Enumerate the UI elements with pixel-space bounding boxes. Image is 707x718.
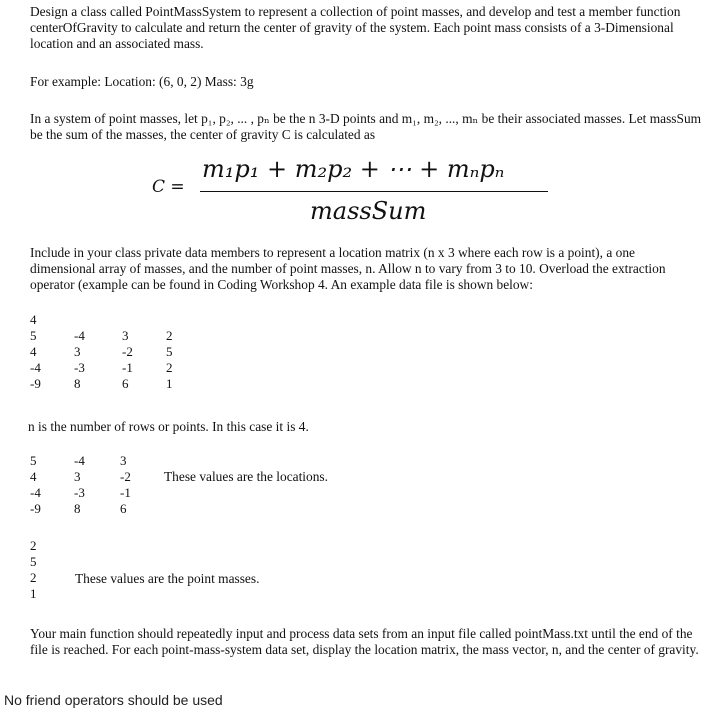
data-cell: -1 xyxy=(122,360,133,375)
location-cell: 8 xyxy=(74,501,81,516)
location-cell: -4 xyxy=(30,485,41,500)
data-file-example xyxy=(30,312,190,396)
mass-cell: 5 xyxy=(30,554,37,569)
data-cell: 5 xyxy=(30,328,37,343)
locations-block xyxy=(30,453,170,517)
data-cell: 1 xyxy=(166,376,173,391)
data-cell: 2 xyxy=(166,360,173,375)
data-cell: 8 xyxy=(74,376,81,391)
formula-numerator: m₁p₁ + m₂p₂ + ⋯ + mₙpₙ xyxy=(202,155,505,183)
location-cell: -9 xyxy=(30,501,41,516)
mass-cell: 2 xyxy=(30,538,37,553)
mass-cell: 1 xyxy=(30,586,37,601)
main-function-paragraph: Your main function should repeatedly input and process data sets from an input file called pointMass.txt until the end of the file is reached. For each point-mass-system data set, display the location matrix, the mass vector, n, and the center of gravity. xyxy=(30,626,699,657)
data-cell: -4 xyxy=(30,360,41,375)
data-cell: 3 xyxy=(74,344,81,359)
data-file-n: 4 xyxy=(30,312,37,327)
footer-note: No friend operators should be used xyxy=(4,692,223,708)
data-cell: -9 xyxy=(30,376,41,391)
requirements-paragraph: Include in your class private data members to represent a location matrix (n x 3 where each row is a point), a one dimensional array of masses, and the number of point masses, n. Allow n to vary from 3 to 10. Overload the extraction operator (example can be found in Coding Workshop 4. An example data file is shown below: xyxy=(30,245,666,292)
location-cell: 4 xyxy=(30,469,37,484)
locations-note: These values are the locations. xyxy=(164,469,328,484)
intro-paragraph: Design a class called PointMassSystem to represent a collection of point masses, and develop and test a member function centerOfGravity to calculate and return the center of gravity of the system. Each point mass consists of a 3-Dimensional location and an associated mass. xyxy=(30,4,681,51)
location-cell: -3 xyxy=(74,485,85,500)
fraction-bar xyxy=(200,191,548,192)
masses-note: These values are the point masses. xyxy=(75,571,260,586)
data-cell: 5 xyxy=(166,344,173,359)
example-paragraph: For example: Location: (6, 0, 2) Mass: 3g xyxy=(30,74,254,89)
data-cell: 6 xyxy=(122,376,129,391)
location-cell: 5 xyxy=(30,453,37,468)
location-cell: 3 xyxy=(120,453,127,468)
data-cell: -4 xyxy=(74,328,85,343)
location-cell: 6 xyxy=(120,501,127,516)
location-cell: 3 xyxy=(74,469,81,484)
data-cell: 4 xyxy=(30,344,37,359)
data-cell: -2 xyxy=(122,344,133,359)
data-cell: 3 xyxy=(122,328,129,343)
formula-lhs: C = xyxy=(152,177,185,197)
formula-denominator: massSum xyxy=(310,197,427,225)
data-cell: -3 xyxy=(74,360,85,375)
location-cell: -4 xyxy=(74,453,85,468)
definition-paragraph: In a system of point masses, let p₁, p₂, ... , pₙ be the n 3-D points and m₁, m₂, ..., mₙ be their associated masses. Let massSum be the sum of the masses, the center of gravity C is calculated as xyxy=(30,111,702,142)
mass-cell: 2 xyxy=(30,570,37,585)
data-cell: 2 xyxy=(166,328,173,343)
masses-block xyxy=(30,538,60,602)
n-explanation: n is the number of rows or points. In this case it is 4. xyxy=(28,419,309,434)
location-cell: -2 xyxy=(120,469,131,484)
location-cell: -1 xyxy=(120,485,131,500)
center-of-gravity-formula xyxy=(152,155,672,235)
